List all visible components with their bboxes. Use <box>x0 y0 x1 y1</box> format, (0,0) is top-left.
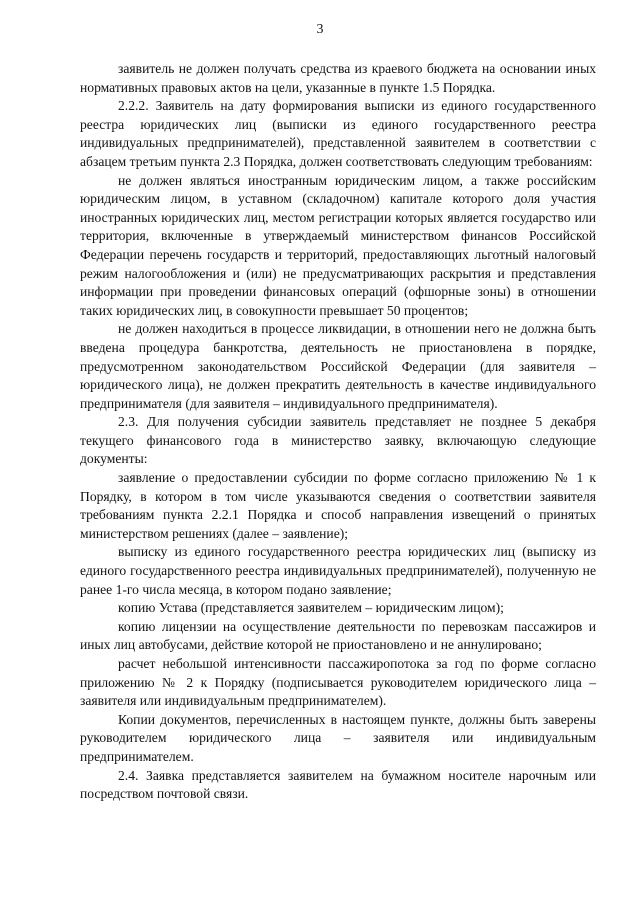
list-item-passenger-flow-calculation: расчет небольшой интенсивности пассажиропотока за год по форме согласно приложению № 2 к Порядку (подписывается руководителем юридического лица – заявителя или индивидуальным предпринимателем). <box>80 656 596 709</box>
paragraph-requirement-liquidation: не должен находиться в процессе ликвидации, в отношении него не должна быть введена процедура банкротства, деятельность не приостановлена в порядке, предусмотренном законодательством Российской Федерации (для заявителя – юридического лица), не должен прекратить деятельность в качестве индивидуального предпринимателя (для заявителя – индивидуального предпринимателя). <box>80 321 596 411</box>
paragraph-requirement-foreign-entity: не должен являться иностранным юридическим лицом, а также российским юридическим лицом, в уставном (складочном) капитале которого доля участия иностранных юридических лиц, местом регистрации которых является государство или территория, включенные в утверждаемый министерством финансов Российской Федерации перечень государств и территорий, предоставляющих льготный налоговый режим налогообложения и (или) не предусматривающих раскрытия и представления информации при проведении финансовых операций (офшорные зоны) в отношении таких юридических лиц, в совокупности превышает 50 процентов; <box>80 172 596 318</box>
paragraph-2-3: 2.3. Для получения субсидии заявитель представляет не позднее 5 декабря текущего финансового года в министерство заявку, включающую следующие документы: <box>80 414 596 467</box>
list-item-charter-copy: копию Устава (представляется заявителем – юридическим лицом); <box>118 600 504 616</box>
page-number: 3 <box>316 22 324 37</box>
list-item-application: заявление о предоставлении субсидии по форме согласно приложению № 1 к Порядку, в котором в том числе указываются сведения о соответствии заявителя требованиям пункта 2.2.1 Порядка и способ направления извещений о принятых министерством решениях (далее – заявление); <box>80 470 596 541</box>
list-item-license-copy: копию лицензии на осуществление деятельности по перевозкам пассажиров и иных лиц автобусами, действие которой не приостановлено и не аннулировано; <box>80 618 596 653</box>
list-item-registry-extract: выписку из единого государственного реестра юридических лиц (выписку из единого государственного реестра индивидуальных предпринимателей), полученную не ранее 1-го числа месяца, в котором подано заявление; <box>80 544 596 597</box>
paragraph-continuation: заявитель не должен получать средства из краевого бюджета на основании иных нормативных правовых актов на цели, указанные в пункте 1.5 Порядка. <box>80 61 596 95</box>
paragraph-2-2-2: 2.2.2. Заявитель на дату формирования выписки из единого государственного реестра юридических лиц (выписки из единого государственного реестра индивидуальных предпринимателей), представленной заявителем в соответствии с абзацем третьим пункта 2.3 Порядка, должен соответствовать следующим требованиям: <box>80 98 596 169</box>
paragraph-2-4: 2.4. Заявка представляется заявителем на бумажном носителе нарочным или посредством почтовой связи. <box>80 767 596 802</box>
document-body <box>80 60 596 804</box>
paragraph-copies-certification: Копии документов, перечисленных в настоящем пункте, должны быть заверены руководителем юридического лица – заявителя или индивидуальным предпринимателем. <box>80 711 596 764</box>
